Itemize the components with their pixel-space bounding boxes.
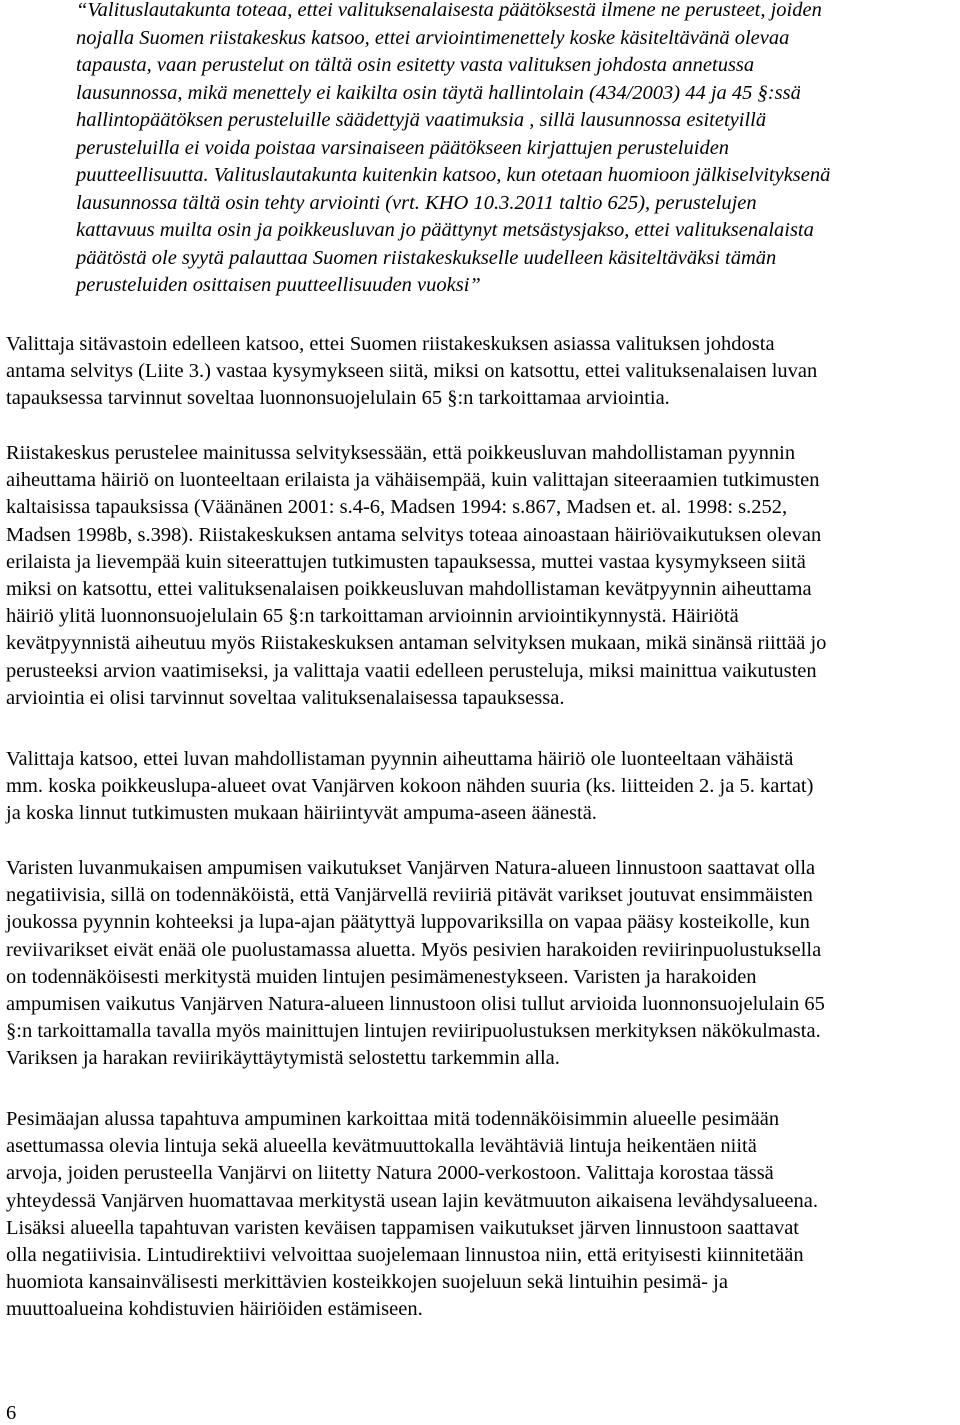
text-line: tapauksessa tarvinnut soveltaa luonnonsuojelulain 65 §:n tarkoittamaa arviointia. <box>6 387 670 410</box>
text-line: aiheuttama häiriö on luonteeltaan erilaista ja vähäisempää, kuin valittajan siteeraamien tutkimusten <box>6 469 820 492</box>
text-line: Valittaja katsoo, ettei luvan mahdollistaman pyynnin aiheuttama häiriö ole luonteeltaan vähäistä <box>6 748 794 770</box>
text-line: Varisten luvanmukaisen ampumisen vaikutukset Vanjärven Natura-alueen linnustoon saattavat olla <box>6 857 816 879</box>
text-line: kaltaisissa tapauksissa (Väänänen 2001: s.4-6, Madsen 1994: s.867, Madsen et. al. 1998: s.252, <box>6 496 788 519</box>
text-line: huomiota kansainvälisesti merkittävien kosteikkojen suojeluun sekä lintuihin pesimä- ja <box>6 1271 728 1294</box>
text-line: kattavuus muilta osin ja poikkeusluvan jo päättynyt metsästysjakso, ettei valituksenalaista <box>76 219 814 241</box>
text-line: kevätpyynnistä aiheutuu myös Riistakeskuksen antaman selvityksen mukaan, mikä sinänsä riittää jo <box>6 632 827 655</box>
text-line: Riistakeskus perustelee mainitussa selvityksessään, että poikkeusluvan mahdollistaman pyynnin <box>6 442 796 464</box>
paragraph-appellant-selvitys <box>6 331 956 413</box>
text-line: lausunnossa tältä osin tehty arviointi (vrt. KHO 10.3.2011 taltio 625), perustelujen <box>76 191 757 214</box>
text-line: Lisäksi alueella tapahtuvan varisten keväisen tappamisen vaikutukset järven linnustoon saattavat <box>6 1216 799 1239</box>
text-line: “Valituslautakunta toteaa, ettei valituksenalaisesta päätöksestä ilmene ne perusteet, joiden <box>76 0 822 21</box>
text-line: päätöstä ole syytä palauttaa Suomen riistakeskukselle uudelleen käsiteltäväksi tämän <box>76 246 777 269</box>
text-line: antama selvitys (Liite 3.) vastaa kysymykseen siitä, miksi on katsottu, ettei valituksenalaisen luvan <box>6 360 818 383</box>
text-line: erilaista ja lievempää kuin siteerattujen tutkimusten tapauksessa, muttei vastaa kysymykseen siitä <box>6 550 806 573</box>
text-line: puutteellisuutta. Valituslautakunta kuitenkin katsoo, kun otetaan huomioon jälkiselvityksenä <box>76 164 831 186</box>
text-line: hallintopäätöksen perusteluille säädettyjä vaatimuksia , sillä lausunnossa esitetyillä <box>76 109 767 131</box>
text-line: ampumisen vaikutus Vanjärven Natura-alueen linnustoon olisi tullut arvioida luonnonsuojelulain 65 <box>6 993 825 1016</box>
text-line: perusteluilla ei voida poistaa varsinaiseen päätökseen kirjattujen perusteluiden <box>76 136 730 159</box>
text-line: §:n tarkoittamalla tavalla myös mainittujen lintujen reviiripuolustuksen merkityksen näkökulmasta. <box>6 1020 821 1043</box>
text-line: Valittaja sitävastoin edelleen katsoo, ettei Suomen riistakeskuksen asiassa valituksen johdosta <box>6 333 775 355</box>
text-line: joukossa pyynnin kohteeksi ja lupa-ajan päätyttyä luppovariksilla on vapaa pääsy kosteikolle, kun <box>6 911 810 934</box>
text-line: tapausta, vaan perustelut on tältä osin esitetty vasta valituksen johdosta annetussa <box>76 54 755 76</box>
page-number: 6 <box>6 1402 17 1424</box>
text-line: Pesimäajan alussa tapahtuva ampuminen karkoittaa mitä todennäköisimmin alueelle pesimään <box>6 1108 780 1130</box>
text-line: asettumassa olevia lintuja sekä alueella kevätmuuttokalla levähtäviä lintuja heikentäen niitä <box>6 1135 757 1158</box>
text-line: muuttoalueina kohdistuvien häiriöiden estämiseen. <box>6 1298 423 1321</box>
text-line: perusteluiden osittaisen puutteellisuuden vuoksi” <box>76 274 481 296</box>
paragraph-hairio-ei-vahaista <box>6 746 956 828</box>
text-line: miksi on katsottu, ettei valituksenalaisen poikkeusluvan mahdollistaman kevätpyynnin aiheuttama <box>6 578 812 601</box>
text-line: perusteeksi arvion vaatimiseksi, ja valittaja vaatii edelleen perusteluja, miksi mainittua vaikutusten <box>6 659 817 682</box>
paragraph-riistakeskus-perustelu <box>6 440 956 712</box>
text-line: negatiivisia, sillä on todennäköistä, että Vanjärvellä reviiriä pitävät varikset joutuvat ensimmäisten <box>6 884 813 907</box>
text-line: nojalla Suomen riistakeskus katsoo, ettei arviointimenettely koske käsiteltävänä olevaa <box>76 26 790 49</box>
text-line: ja koska linnut tutkimusten mukaan häiriintyvät ampuma-aseen äänestä. <box>6 802 597 825</box>
paragraph-varisten-ampuminen <box>6 855 956 1073</box>
text-line: arviointia ei olisi tarvinnut soveltaa valituksenalaisessa tapauksessa. <box>6 686 565 709</box>
text-line: häiriö ylitä luonnonsuojelulain 65 §:n tarkoittaman arvioinnin arviointikynnystä. Häiriötä <box>6 605 739 628</box>
text-line: reviivarikset eivät enää ole puolustamassa aluetta. Myös pesivien harakoiden reviirinpuolustuksella <box>6 938 822 961</box>
text-line: on todennäköisesti merkitystä muiden lintujen pesimämenestykseen. Varisten ja harakoiden <box>6 965 757 988</box>
text-line: Variksen ja harakan reviirikäyttäytymistä selostettu tarkemmin alla. <box>6 1047 560 1070</box>
text-line: Madsen 1998b, s.398). Riistakeskuksen antama selvitys toteaa ainoastaan häiriövaikutuksen olevan <box>6 523 822 546</box>
text-line: yhteydessä Vanjärven huomattavaa merkitystä usean lajin kevätmuuton aikaisena levähdysalueena. <box>6 1189 818 1212</box>
text-line: mm. koska poikkeuslupa-alueet ovat Vanjärven kokoon nähden suuria (ks. liitteiden 2. ja 5. kartat) <box>6 775 814 798</box>
text-line: olla negatiivisia. Lintudirektiivi velvoittaa suojelemaan linnustoa niin, että erityisesti kiinnitetään <box>6 1244 804 1267</box>
text-line: arvoja, joiden perusteella Vanjärvi on liitetty Natura 2000-verkostoon. Valittaja korostaa tässä <box>6 1162 774 1185</box>
quoted-decision-text <box>76 0 956 300</box>
text-line: lausunnossa, mikä menettely ei kaikilta osin täytä hallintolain (434/2003) 44 ja 45 §:ssä <box>76 81 801 104</box>
paragraph-pesimaaika <box>6 1106 956 1324</box>
